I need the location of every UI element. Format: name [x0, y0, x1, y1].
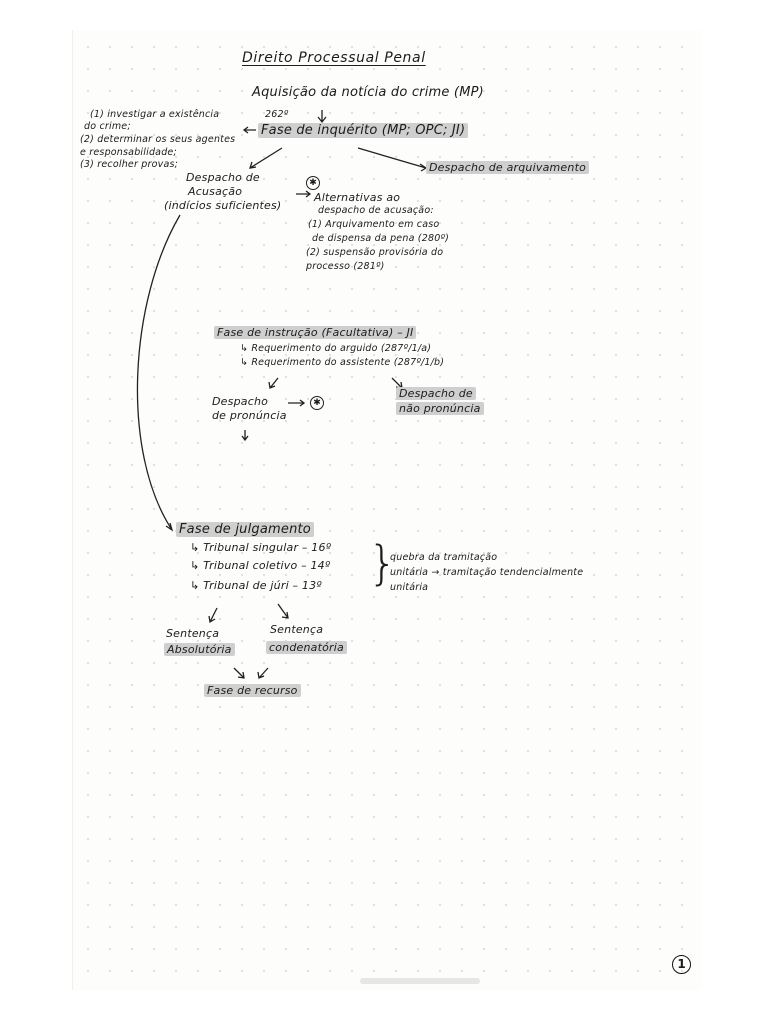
- alternatives-line-4: de dispensa da pena (280º): [312, 233, 450, 244]
- alternatives-line-3: (1) Arquivamento em caso: [308, 219, 440, 230]
- alternatives-line-6: processo (281º): [306, 261, 385, 272]
- alternatives-line-2: despacho de acusação:: [318, 205, 434, 216]
- alternatives-line-5: (2) suspensão provisória do: [306, 247, 444, 258]
- archiving-dispatch: [426, 162, 589, 175]
- trial-phase-label: Fase de julgamento: [176, 522, 314, 537]
- article-ref-262: 262º: [265, 109, 289, 120]
- goal-line-2: do crime;: [84, 121, 131, 132]
- accusation-dispatch-line-1: Despacho de: [186, 171, 260, 184]
- brace-note-2: unitária → tramitação tendencialmente: [390, 567, 584, 578]
- archiving-dispatch-label: Despacho de arquivamento: [426, 161, 589, 174]
- crime-notice-acquisition: Aquisição da notícia do crime (MP): [252, 85, 484, 100]
- nao-pronuncia-line-1: [396, 388, 476, 401]
- instruction-phase-label: Fase de instrução (Facultativa) – JI: [214, 326, 416, 339]
- brace-note-1: quebra da tramitação: [390, 552, 498, 563]
- appeal-phase-label: Fase de recurso: [204, 684, 301, 697]
- pronuncia-line-2: de pronúncia: [212, 409, 287, 422]
- asterisk-marker-icon-2: ✱: [310, 396, 324, 410]
- accusation-dispatch-line-3: (indícios suficientes): [164, 199, 282, 212]
- appeal-phase: [204, 685, 301, 698]
- nao-pronuncia-label-2: não pronúncia: [396, 402, 484, 415]
- court-collective: ↳ Tribunal coletivo – 14º: [190, 559, 331, 572]
- instruction-item-arguido: ↳ Requerimento do arguido (287º/1/a): [240, 343, 432, 354]
- asterisk-marker-icon: ✱: [306, 176, 320, 190]
- scan-smudge: [360, 978, 480, 984]
- sentence-condenatoria-label: condenatória: [266, 641, 347, 654]
- sentence-condenatoria-line-2: [266, 642, 347, 655]
- page-number: 1: [672, 955, 691, 974]
- inquiry-phase: [258, 124, 468, 139]
- sentence-absolutoria-line-2: [164, 644, 235, 657]
- nao-pronuncia-label-1: Despacho de: [396, 387, 476, 400]
- brace-note-3: unitária: [390, 582, 429, 593]
- nao-pronuncia-line-2: [396, 403, 484, 416]
- accusation-dispatch-line-2: Acusação: [188, 185, 243, 198]
- grouping-brace: }: [368, 536, 398, 590]
- goal-line-5: (3) recolher provas;: [80, 159, 179, 170]
- trial-phase: [176, 523, 314, 538]
- alternatives-line-1: Alternativas ao: [314, 191, 401, 204]
- court-singular: ↳ Tribunal singular – 16º: [190, 541, 332, 554]
- inquiry-phase-label: Fase de inquérito (MP; OPC; JI): [258, 123, 468, 138]
- sentence-absolutoria-line-1: Sentença: [166, 627, 220, 640]
- goal-line-1: (1) investigar a existência: [90, 109, 220, 120]
- notebook-page: [72, 30, 701, 990]
- instruction-phase: [214, 327, 416, 340]
- goal-line-3: (2) determinar os seus agentes: [80, 134, 236, 145]
- goal-line-4: e responsabilidade;: [80, 147, 177, 158]
- pronuncia-line-1: Despacho: [212, 395, 269, 408]
- sentence-absolutoria-label: Absolutória: [164, 643, 235, 656]
- instruction-item-assistente: ↳ Requerimento do assistente (287º/1/b): [240, 357, 445, 368]
- page-title: Direito Processual Penal: [242, 50, 426, 66]
- sentence-condenatoria-line-1: Sentença: [270, 623, 324, 636]
- court-jury: ↳ Tribunal de júri – 13º: [190, 579, 322, 592]
